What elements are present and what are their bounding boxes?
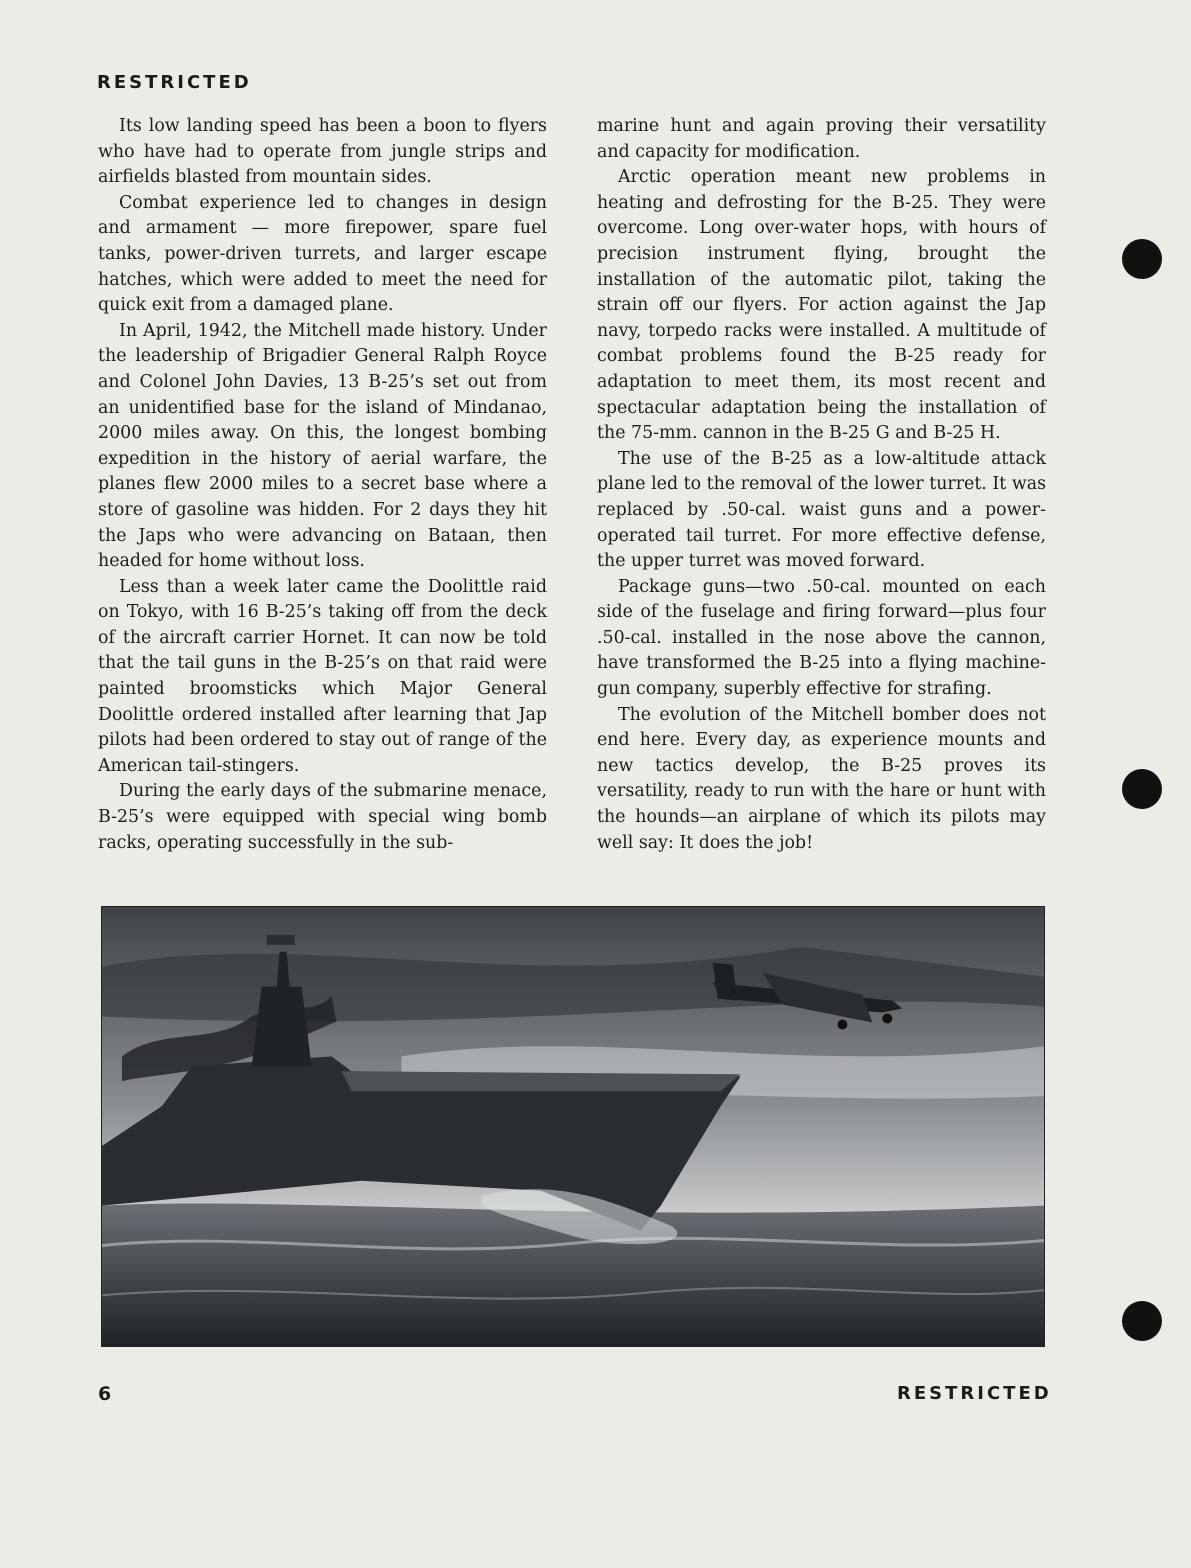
binder-hole: [1122, 769, 1162, 809]
header-classification: RESTRICTED: [97, 72, 252, 93]
radar-mast: [267, 935, 295, 945]
paragraph: Less than a week later came the Doolittle raid on Tokyo, with 16 B-25’s taking off from the deck of the aircraft carrier Hornet. It can now be told that the tail guns in the B-25’s on that raid were painted broomsticks which Major General Doolittle ordered installed after learning that Jap pilots had been ordered to stay out of range of the American tail-stingers.: [98, 576, 547, 776]
illustration-svg: [102, 907, 1044, 1346]
flight-deck: [341, 1071, 740, 1091]
right-column: [597, 114, 1046, 856]
illustration-carrier-and-bomber: [101, 906, 1045, 1347]
paragraph: Its low landing speed has been a boon to flyers who have had to operate from jungle strips and airfields blasted from mountain sides.: [98, 116, 547, 188]
page-number: 6: [98, 1383, 112, 1405]
paragraph: In April, 1942, the Mitchell made history. Under the leadership of Brigadier General Ralph Royce and Colonel John Davies, 13 B-25’s set out from an unidentified base for the island of Mindanao, 2000 miles away. On this, the longest bombing expedition in the history of aerial warfare, the planes flew 2000 miles to a secret base where a store of gasoline was hidden. For 2 days they hit the Japs who were advancing on Bataan, then headed for home without loss.: [98, 320, 547, 572]
paragraph: The evolution of the Mitchell bomber does not end here. Every day, as experience mounts and new tactics develop, the B-25 proves its versatility, ready to run with the hare or hunt with the hounds—an airplane of which its pilots may well say: It does the job!: [597, 704, 1046, 853]
footer-classification: RESTRICTED: [897, 1383, 1052, 1404]
paragraph: Combat experience led to changes in design and armament — more firepower, spare fuel tanks, power-driven turrets, and larger escape hatches, which were added to meet the need for quick exit from a damaged plane.: [98, 192, 547, 316]
landing-gear: [882, 1014, 892, 1024]
paragraph: During the early days of the submarine menace, B-25’s were equipped with special wing bomb racks, operating successfully in the sub-: [98, 781, 547, 853]
paragraph: Arctic operation meant new problems in heating and defrosting for the B-25. They were overcome. Long over-water hops, with hours of precision instrument flying, brought the installation of the automatic pilot, taking the strain off our flyers. For action against the Jap navy, torpedo racks were installed. A multitude of combat problems found the B-25 ready for adaptation to meet them, its most recent and spectacular adaptation being the installation of the 75-mm. cannon in the B-25 G and B-25 H.: [597, 167, 1046, 444]
binder-hole: [1122, 239, 1162, 279]
paragraph-continuation: marine hunt and again proving their versatility and capacity for modification.: [597, 116, 1046, 162]
paragraph: The use of the B-25 as a low-altitude attack plane led to the removal of the lower turret. It was replaced by .50-cal. waist guns and a power-operated tail turret. For more effective defense, the upper turret was moved forward.: [597, 448, 1046, 572]
left-column: [98, 114, 547, 856]
paragraph: Package guns—two .50-cal. mounted on each side of the fuselage and firing forward—plus four .50-cal. installed in the nose above the cannon, have transformed the B-25 into a flying machine-gun company, superbly effective for strafing.: [597, 576, 1046, 700]
landing-gear: [837, 1019, 847, 1029]
binder-hole: [1122, 1301, 1162, 1341]
